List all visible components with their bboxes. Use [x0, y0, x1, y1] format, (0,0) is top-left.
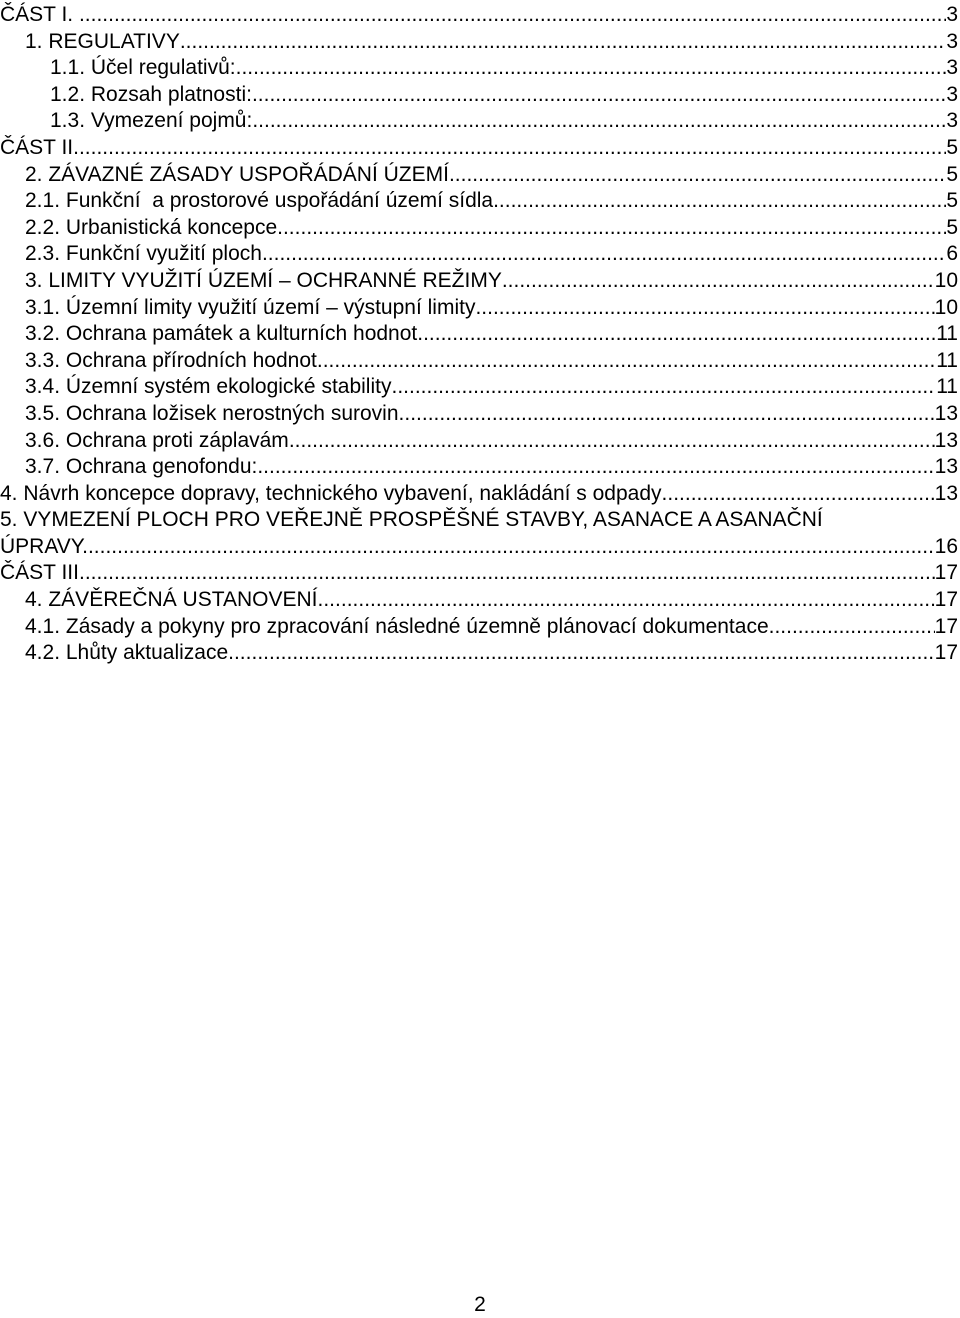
- dot-leader: [277, 215, 946, 242]
- toc-page-number: 13: [934, 455, 958, 479]
- dot-leader: [180, 29, 946, 56]
- toc-entry-zaverecna-ustanoveni[interactable]: [0, 587, 960, 614]
- toc-entry-vymezeni-ploch-line2[interactable]: [0, 534, 960, 561]
- toc-entry-continuation-text: ÚPRAVY.: [0, 534, 88, 558]
- toc-entry-lozisek[interactable]: [0, 401, 960, 428]
- toc-entry-cast-3[interactable]: [0, 560, 960, 587]
- dot-leader: [236, 55, 947, 82]
- dot-leader: [252, 108, 946, 135]
- dot-leader: [391, 374, 936, 401]
- toc-page-number: 13: [934, 428, 958, 452]
- toc-page-number: 16: [934, 534, 958, 558]
- toc-page-number: 17: [934, 588, 958, 612]
- toc-entry-zaplavam[interactable]: [0, 428, 960, 455]
- toc-entry-urbanisticka-koncepce[interactable]: [0, 215, 960, 242]
- toc-entry-text: 4.2. Lhůty aktualizace: [25, 641, 229, 665]
- toc-entry-text: 1.2. Rozsah platnosti:: [50, 82, 252, 106]
- dot-leader: [399, 401, 935, 428]
- dot-leader: [85, 560, 935, 587]
- dot-leader: [449, 162, 946, 189]
- toc-entry-text: 2.3. Funkční využití ploch: [25, 242, 262, 266]
- dot-leader: [475, 295, 934, 322]
- page-number-footer: 2: [474, 1293, 486, 1316]
- toc-entry-text: 4. ZÁVĚREČNÁ USTANOVENÍ: [25, 588, 318, 612]
- toc-page-number: 3: [946, 3, 958, 26]
- dot-leader: [262, 241, 946, 268]
- toc-entry-text: 3. LIMITY VYUŽITÍ ÚZEMÍ – OCHRANNÉ REŽIMY: [25, 268, 502, 292]
- toc-page-number: 5: [946, 135, 958, 159]
- toc-entry-genofondu[interactable]: [0, 454, 960, 481]
- toc-entry-koncepce-dopravy[interactable]: [0, 481, 960, 508]
- toc-entry-text: 3.6. Ochrana proti záplavám: [25, 428, 289, 452]
- toc-page-number: 6: [946, 242, 958, 266]
- toc-page-number: 17: [934, 561, 958, 585]
- toc-page-number: 3: [946, 29, 958, 53]
- toc-page-number: 13: [934, 481, 958, 505]
- dot-leader: [317, 348, 936, 375]
- toc-entry-lhuty-aktualizace[interactable]: [0, 640, 960, 667]
- dot-leader: [79, 2, 946, 29]
- toc-entry-limity-vyuziti[interactable]: [0, 268, 960, 295]
- toc-page-number: 3: [946, 109, 958, 133]
- toc-entry-text: 1.1. Účel regulativů:: [50, 56, 236, 80]
- toc-entry-ochrana-prirodnich[interactable]: [0, 348, 960, 375]
- toc-entry-ochrana-pamatek[interactable]: [0, 321, 960, 348]
- toc-entry-zavazne-zasady[interactable]: [0, 162, 960, 189]
- toc-entry-ucel-regulativu[interactable]: [0, 55, 960, 82]
- toc-entry-regulativy[interactable]: [0, 29, 960, 56]
- toc-entry-text: 4. Návrh koncepce dopravy, technického vybavení, nakládání s odpady: [0, 481, 662, 505]
- toc-entry-vymezeni-pojmu[interactable]: [0, 108, 960, 135]
- dot-leader: [769, 614, 935, 641]
- toc-entry-funkcni-vyuziti[interactable]: [0, 241, 960, 268]
- toc-page-number: 11: [936, 375, 958, 399]
- dot-leader: [228, 640, 935, 667]
- toc-entry-uzemni-limity[interactable]: [0, 295, 960, 322]
- toc-entry-text: 3.7. Ochrana genofondu:: [25, 455, 258, 479]
- dot-leader: [662, 481, 935, 508]
- toc-entry-text: 1.3. Vymezení pojmů:: [50, 109, 253, 133]
- toc-page-number: 3: [946, 56, 958, 80]
- toc-entry-text: 5. VYMEZENÍ PLOCH PRO VEŘEJNĚ PROSPĚŠNÉ STAVBY, ASANACE A ASANAČNÍ: [0, 508, 823, 532]
- toc-entry-text: 2.2. Urbanistická koncepce: [25, 215, 278, 239]
- toc-entry-text: ČÁST II.: [0, 135, 79, 159]
- toc-page-number: 17: [934, 641, 958, 665]
- toc-page-number: 11: [936, 348, 958, 372]
- toc-entry-zasady-pokyny[interactable]: [0, 614, 960, 641]
- toc-entry-text: 4.1. Zásady a pokyny pro zpracování následné územně plánovací dokumentace: [25, 614, 769, 638]
- toc-entry-rozsah-platnosti[interactable]: [0, 82, 960, 109]
- toc-entry-vymezeni-ploch-line1[interactable]: [0, 507, 960, 534]
- toc-entry-text: ČÁST III.: [0, 561, 85, 585]
- toc-page-number: 5: [946, 162, 958, 186]
- toc-entry-cast-2[interactable]: [0, 135, 960, 162]
- dot-leader: [493, 188, 946, 215]
- toc-page-number: 10: [934, 268, 958, 292]
- toc-page-number: 17: [934, 614, 958, 638]
- dot-leader: [289, 428, 935, 455]
- toc-page-number: 5: [946, 189, 958, 213]
- toc-entry-text: 3.1. Územní limity využití území – výstupní limity: [25, 295, 476, 319]
- toc-page-number: 3: [946, 82, 958, 106]
- toc-page-number: 13: [934, 401, 958, 425]
- table-of-contents: [0, 2, 960, 667]
- dot-leader: [252, 82, 946, 109]
- toc-page-number: 11: [936, 322, 958, 346]
- toc-entry-uses[interactable]: [0, 374, 960, 401]
- dot-leader: [417, 321, 936, 348]
- dot-leader: [79, 135, 946, 162]
- toc-entry-funkcni-usporadani[interactable]: [0, 188, 960, 215]
- toc-entry-text: 2. ZÁVAZNÉ ZÁSADY USPOŘÁDÁNÍ ÚZEMÍ: [25, 162, 449, 186]
- dot-leader: [88, 534, 935, 561]
- toc-entry-text: ČÁST I.: [0, 3, 79, 26]
- toc-entry-text: 2.1. Funkční a prostorové uspořádání území sídla: [25, 189, 494, 213]
- toc-entry-cast-1[interactable]: [0, 2, 960, 29]
- toc-page-number: 10: [934, 295, 958, 319]
- toc-entry-text: 3.2. Ochrana památek a kulturních hodnot: [25, 322, 418, 346]
- toc-entry-text: 3.4. Územní systém ekologické stability: [25, 375, 392, 399]
- toc-page-number: 5: [946, 215, 958, 239]
- dot-leader: [502, 268, 935, 295]
- toc-entry-text: 3.5. Ochrana ložisek nerostných surovin: [25, 401, 399, 425]
- toc-entry-text: 3.3. Ochrana přírodních hodnot: [25, 348, 317, 372]
- dot-leader: [318, 587, 935, 614]
- dot-leader: [257, 454, 934, 481]
- toc-entry-text: 1. REGULATIVY: [25, 29, 180, 53]
